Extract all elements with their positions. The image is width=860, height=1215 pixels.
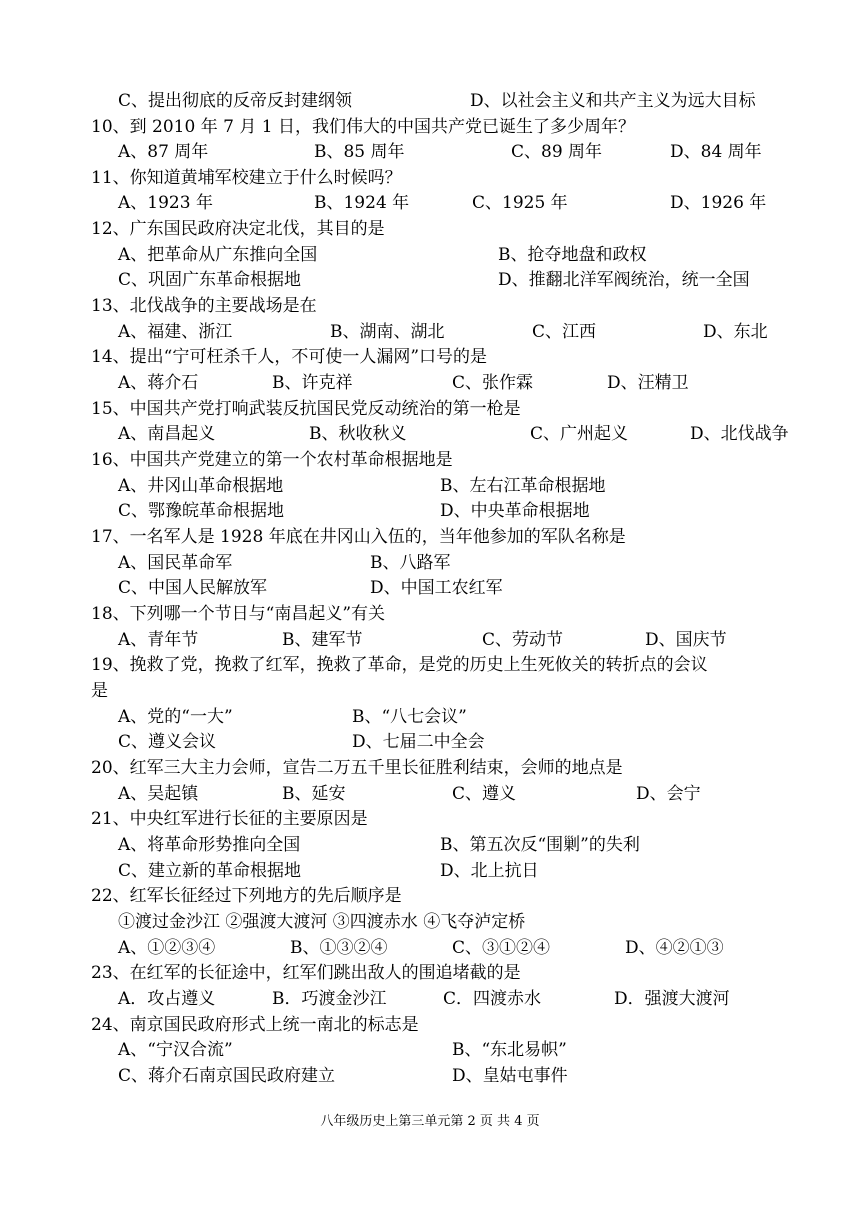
answer-option: A、87 周年 [118, 142, 209, 162]
answer-option: ①渡过金沙江 ②强渡大渡河 ③四渡赤水 ④飞夺泸定桥 [118, 912, 526, 932]
answer-option: D、中央革命根据地 [440, 501, 590, 521]
question-text: 23、在红军的长征途中，红军们跳出敌人的围追堵截的是 [91, 963, 521, 983]
answer-option: C、蒋介石南京国民政府建立 [118, 1066, 336, 1086]
answer-option: A、党的“一大” [118, 707, 233, 727]
answer-option: D、84 周年 [670, 142, 762, 162]
answer-option: B、“东北易帜” [452, 1040, 567, 1060]
answer-option: C、中国人民解放军 [118, 578, 268, 598]
answer-option: A、青年节 [118, 630, 199, 650]
answer-option: B、①③②④ [290, 938, 388, 958]
answer-option: D、北上抗日 [440, 861, 539, 881]
answer-option: D、皇姑屯事件 [452, 1066, 568, 1086]
answer-option: D、北伐战争 [690, 424, 789, 444]
question-text: 14、提出“宁可枉杀千人，不可使一人漏网”口号的是 [91, 347, 488, 367]
answer-option: A、把革命从广东推向全国 [118, 245, 318, 265]
answer-option: D、汪精卫 [607, 373, 689, 393]
answer-option: D、推翻北洋军阀统治，统一全国 [498, 270, 750, 290]
answer-option: A、1923 年 [118, 193, 213, 213]
answer-option: C、劳动节 [482, 630, 564, 650]
answer-option: A、“宁汉合流” [118, 1040, 233, 1060]
answer-option: B、延安 [282, 784, 346, 804]
answer-option: D．强渡大渡河 [614, 989, 730, 1009]
answer-option: C、鄂豫皖革命根据地 [118, 501, 285, 521]
answer-option: D、七届二中全会 [352, 732, 485, 752]
answer-option: C、遵义会议 [118, 732, 217, 752]
answer-option: B、1924 年 [314, 193, 410, 213]
answer-option: B、第五次反“围剿”的失利 [440, 835, 640, 855]
answer-option: A、吴起镇 [118, 784, 199, 804]
answer-option: C、89 周年 [511, 142, 603, 162]
answer-option: A、①②③④ [118, 938, 216, 958]
answer-option: C、1925 年 [472, 193, 568, 213]
answer-option: D、国庆节 [645, 630, 727, 650]
answer-option: B．巧渡金沙江 [272, 989, 387, 1009]
page-footer: 八年级历史上第三单元第 2 页 共 4 页 [320, 1114, 540, 1129]
answer-option: A、国民革命军 [118, 553, 233, 573]
question-text: 10、到 2010 年 7 月 1 日，我们伟大的中国共产党已诞生了多少周年？ [91, 117, 635, 137]
answer-option: B、85 周年 [314, 142, 405, 162]
answer-option: B、建军节 [282, 630, 363, 650]
answer-option: D、以社会主义和共产主义为远大目标 [470, 91, 756, 111]
answer-option: A、南昌起义 [118, 424, 216, 444]
answer-option: B、湖南、湖北 [330, 322, 445, 342]
answer-option: B、秋收秋义 [309, 424, 407, 444]
question-text: 17、一名军人是 1928 年底在井冈山入伍的，当年他参加的军队名称是 [91, 527, 626, 547]
answer-option: C、张作霖 [452, 373, 534, 393]
answer-option: C、提出彻底的反帝反封建纲领 [118, 91, 353, 111]
answer-option: C、③①②④ [452, 938, 551, 958]
question-text: 12、广东国民政府决定北伐，其目的是 [91, 219, 385, 239]
question-text: 21、中央红军进行长征的主要原因是 [91, 809, 368, 829]
answer-option: D、1926 年 [670, 193, 767, 213]
question-text: 11、你知道黄埔军校建立于什么时候吗？ [91, 168, 402, 188]
answer-option: D、会宁 [636, 784, 701, 804]
answer-option: D、中国工农红军 [370, 578, 503, 598]
question-text: 16、中国共产党建立的第一个农村革命根据地是 [91, 450, 453, 470]
answer-option: B、左右江革命根据地 [440, 476, 606, 496]
answer-option: B、抢夺地盘和政权 [498, 245, 647, 265]
question-text: 22、红军长征经过下列地方的先后顺序是 [91, 886, 402, 906]
answer-option: A、福建、浙江 [118, 322, 233, 342]
answer-option: D、东北 [703, 322, 768, 342]
question-text: 18、下列哪一个节日与“南昌起义”有关 [91, 604, 386, 624]
answer-option: C．四渡赤水 [443, 989, 542, 1009]
answer-option: A．攻占遵义 [118, 989, 216, 1009]
answer-option: C、建立新的革命根据地 [118, 861, 302, 881]
question-text: 15、中国共产党打响武装反抗国民党反动统治的第一枪是 [91, 399, 521, 419]
answer-option: B、八路军 [370, 553, 451, 573]
question-text: 13、北伐战争的主要战场是在 [91, 296, 317, 316]
answer-option: B、许克祥 [272, 373, 353, 393]
question-text: 是 [91, 681, 108, 701]
question-text: 19、挽救了党，挽救了红军，挽救了革命，是党的历史上生死攸关的转折点的会议 [91, 655, 708, 675]
question-text: 24、南京国民政府形式上统一南北的标志是 [91, 1015, 419, 1035]
answer-option: C、遵义 [452, 784, 517, 804]
answer-option: A、将革命形势推向全国 [118, 835, 301, 855]
answer-option: C、巩固广东革命根据地 [118, 270, 302, 290]
answer-option: A、蒋介石 [118, 373, 199, 393]
answer-option: C、广州起义 [530, 424, 629, 444]
answer-option: C、江西 [532, 322, 597, 342]
question-text: 20、红军三大主力会师，宣告二万五千里长征胜利结束，会师的地点是 [91, 758, 623, 778]
answer-option: B、“八七会议” [352, 707, 467, 727]
answer-option: D、④②①③ [625, 938, 724, 958]
answer-option: A、井冈山革命根据地 [118, 476, 284, 496]
